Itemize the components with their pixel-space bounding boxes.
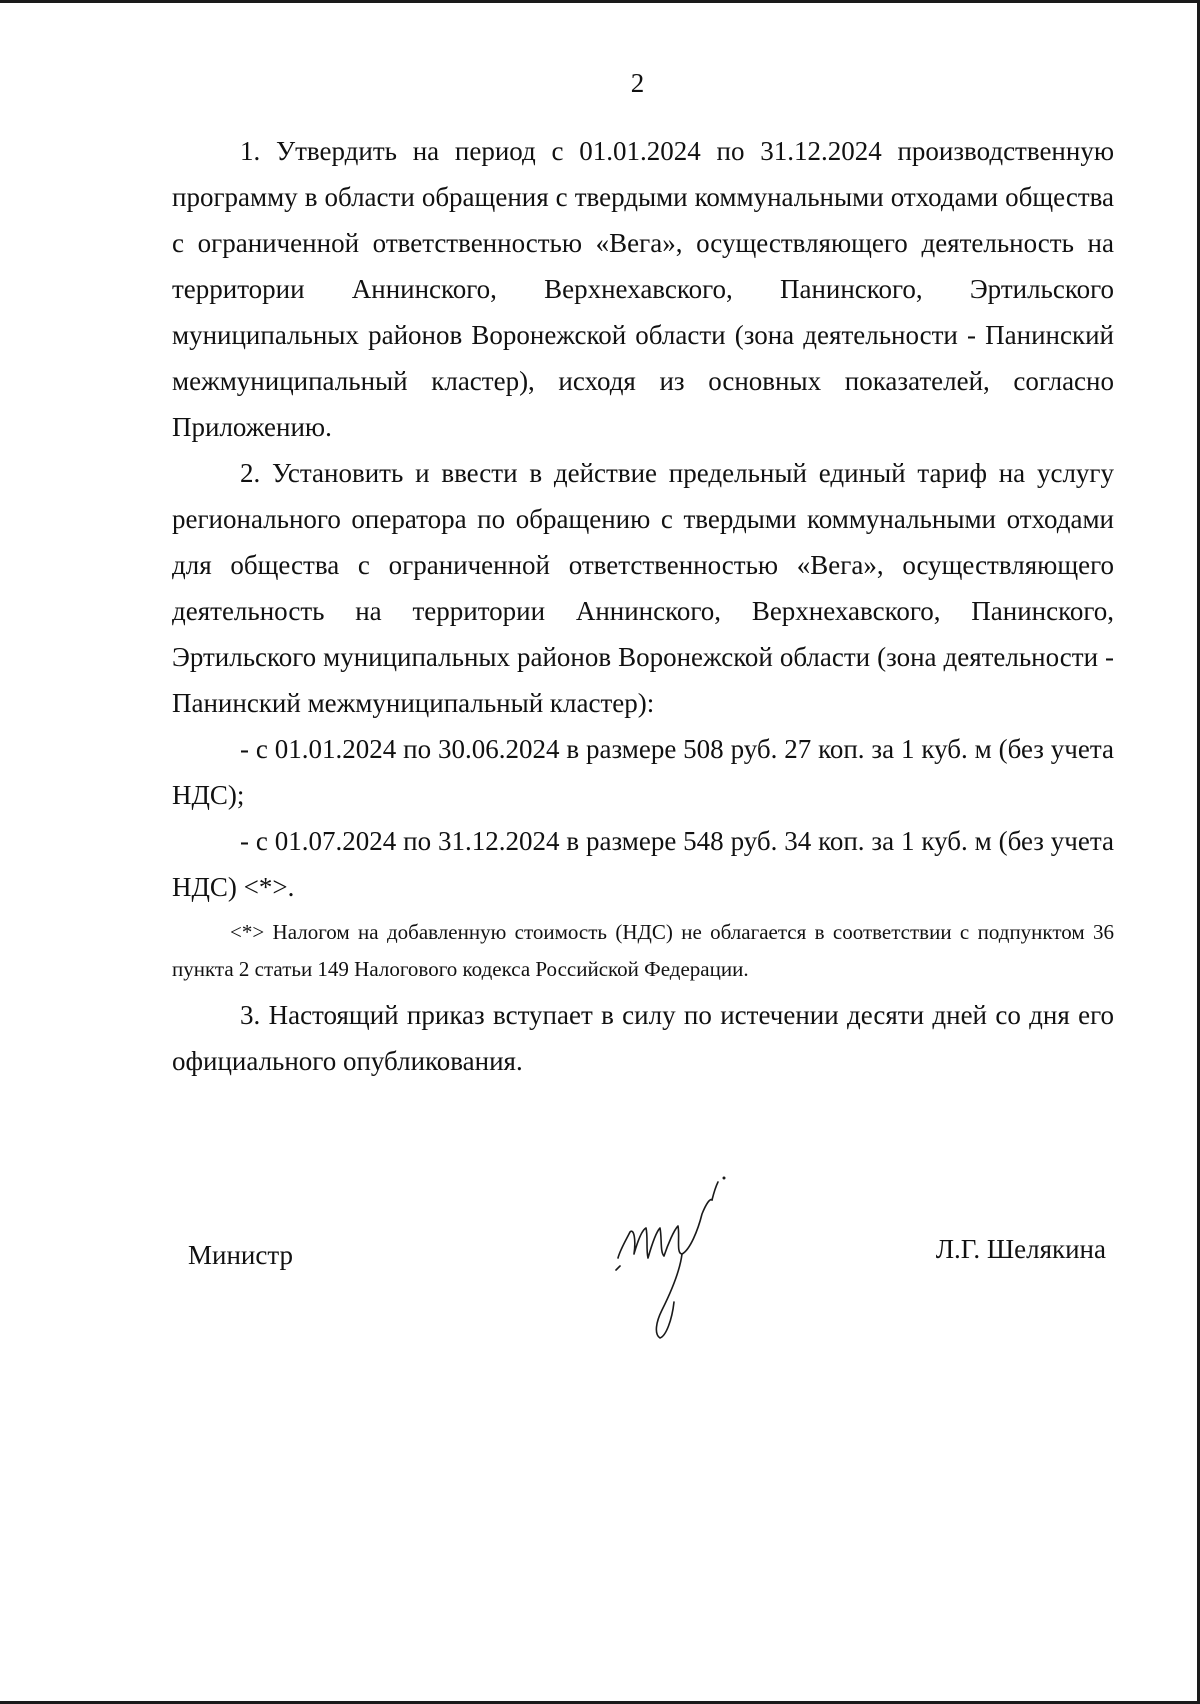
document-body [172, 128, 1114, 1084]
tariff-item-2: - с 01.07.2024 по 31.12.2024 в размере 548 руб. 34 коп. за 1 куб. м (без учета НДС) <*>. [172, 826, 1114, 902]
footnote: <*> Налогом на добавленную стоимость (НДС) не облагается в соответствии с подпунктом 36 пункта 2 статьи 149 Налогового кодекса Российской Федерации. [172, 920, 1114, 981]
signatory-name: Л.Г. Шелякина [935, 1234, 1106, 1264]
paragraph-1: 1. Утвердить на период с 01.01.2024 по 31.12.2024 производственную программу в области обращения с твердыми коммунальными отходами общества с ограниченной ответственностью «Вега», осуществляющего деятельность на территории Аннинского, Верхнехавского, Панинского, Эртильского муниципальных районов Воронежской области (зона деятельности - Панинский межмуниципальный кластер), исходя из основных показателей, согласно Приложению. [172, 136, 1114, 442]
scan-edge-top [0, 0, 1200, 3]
signatory-title: Министр [188, 1240, 293, 1270]
page-number: 2 [630, 68, 645, 98]
paragraph-2: 2. Установить и ввести в действие предельный единый тариф на услугу регионального оператора по обращению с твердыми коммунальными отходами для общества с ограниченной ответственностью «Вега», осуществляющего деятельность на территории Аннинского, Верхнехавского, Панинского, Эртильского муниципальных районов Воронежской области (зона деятельности - Панинский межмуниципальный кластер): [172, 458, 1114, 718]
paragraph-3: 3. Настоящий приказ вступает в силу по истечении десяти дней со дня его официального опубликования. [172, 1000, 1114, 1076]
tariff-item-1: - с 01.01.2024 по 30.06.2024 в размере 508 руб. 27 коп. за 1 куб. м (без учета НДС); [172, 734, 1114, 810]
handwritten-signature [610, 1170, 740, 1345]
